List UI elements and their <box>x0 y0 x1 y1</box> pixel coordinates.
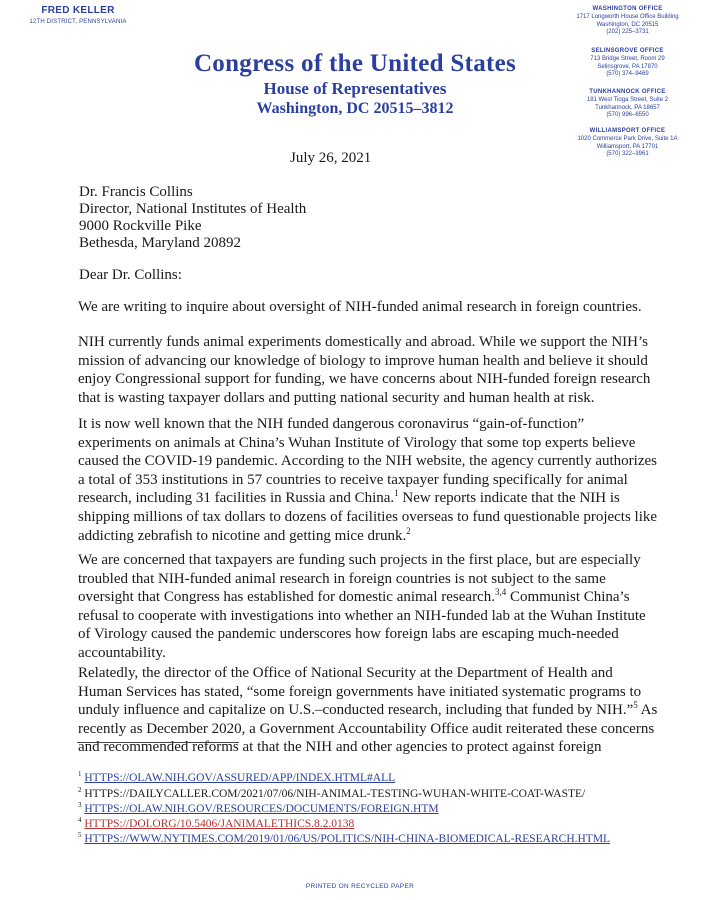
paragraph-3 <box>78 415 658 545</box>
office-address-line: 1020 Commerce Park Drive, Suite 1A <box>577 135 678 142</box>
office-address-line: Selinsgrove, PA 17870 <box>597 63 658 70</box>
paragraph-text: New reports indicate that the NIH is shipping millions of tax dollars to dozens of facilities overseas to fund questionable projects like addicting zebrafish to nicotine and getting mice drunk. <box>78 490 658 544</box>
office-block-tunkhannock <box>545 89 710 120</box>
salutation: Dear Dr. Collins: <box>79 267 182 283</box>
footnote-3 <box>78 802 439 816</box>
footnote-number: 4 <box>78 816 82 825</box>
footnote-divider <box>77 742 239 743</box>
letterhead-title: Congress of the United States <box>193 50 517 77</box>
recycled-paper-note: PRINTED ON RECYCLED PAPER <box>305 883 415 890</box>
footnote-ref[interactable]: 2 <box>406 525 411 536</box>
paragraph-text: Relatedly, the director of the Office of National Security at the Department of Health and Human Services has stated, “some foreign governments have initiated systematic programs to unduly influence and capitalize on U.S.–conducted research, including that funded by NIH.” <box>78 665 642 719</box>
letterhead-house: House of Representatives <box>263 79 447 98</box>
office-name: TUNKHANNOCK OFFICE <box>589 89 666 95</box>
footnote-1 <box>78 771 395 785</box>
office-address-line: 181 West Tioga Street, Suite 2 <box>586 96 669 103</box>
footnote-link[interactable]: HTTPS://OLAW.NIH.GOV/ASSURED/APP/INDEX.HTML#ALL <box>84 772 396 784</box>
footnote-ref[interactable]: 3,4 <box>494 587 507 598</box>
recipient-title: Director, National Institutes of Health <box>79 201 307 217</box>
member-district: 12TH DISTRICT, PENNSYLVANIA <box>29 19 127 25</box>
footnote-ref[interactable]: 1 <box>394 488 399 499</box>
letter-date: July 26, 2021 <box>290 150 372 166</box>
paragraph-5 <box>78 664 658 757</box>
office-phone: (570) 322–3961 <box>606 151 649 158</box>
paragraph-text: As recently as December 2020, a Government Accountability Office audit reiterated these concerns and recommended reforms at that the NIH and other agencies to protect against foreign <box>78 702 658 756</box>
office-block-washington <box>545 6 710 37</box>
footnote-number: 1 <box>78 770 82 779</box>
office-phone: (570) 996–6550 <box>606 112 649 119</box>
office-address-line: Washington, DC 20515 <box>596 21 659 28</box>
paragraph-2: NIH currently funds animal experiments domestically and abroad. While we support the NIH’s mission of advancing our knowledge of biology to improve human health and believe it should enjoy Congressional support for funding, we have concerns about NIH-funded foreign research that is wasting taxpayer dollars and putting national security and human health at risk. <box>78 334 651 406</box>
footnote-link[interactable]: HTTPS://DOI.ORG/10.5406/JANIMALETHICS.8.2.0138 <box>84 818 355 830</box>
footnote-number: 5 <box>78 831 82 840</box>
paragraph-text: It is now well known that the NIH funded dangerous coronavirus “gain-of-function” experiments on animals at China’s Wuhan Institute of Virology that some top experts believe caused the COVID-19 pandemic. According to the NIH website, the agency currently authorizes a total of 353 institutions in 57 countries to receive taxpayer funding specifically for animal research, including 31 facilities in Russia and China. <box>78 416 657 507</box>
footnote-number: 2 <box>78 786 82 795</box>
footnote-4 <box>78 817 354 831</box>
recipient-city: Bethesda, Maryland 20892 <box>79 235 242 251</box>
footnote-link[interactable]: HTTPS://OLAW.NIH.GOV/RESOURCES/DOCUMENTS/FOREIGN.HTM <box>84 803 439 815</box>
office-block-selinsgrove <box>545 48 710 79</box>
office-address-line: Tunkhannock, PA 18657 <box>595 104 660 111</box>
footnote-ref[interactable]: 5 <box>633 700 638 711</box>
paragraph-4 <box>78 551 658 663</box>
office-address-line: 713 Bridge Street, Room 29 <box>590 55 665 62</box>
paragraph-text: We are concerned that taxpayers are funding such projects in the first place, but are especially troubled that NIH-funded animal research in foreign countries is not subject to the same oversight that Congress has established for domestic animal research. <box>78 552 641 606</box>
office-phone: (570) 374–9469 <box>606 71 649 78</box>
member-name: FRED KELLER <box>41 5 115 16</box>
footnote-5 <box>78 832 610 846</box>
office-phone: (202) 225–3731 <box>606 29 649 36</box>
footnote-2 <box>78 787 585 801</box>
recipient-street: 9000 Rockville Pike <box>79 218 202 234</box>
office-block-williamsport <box>545 128 710 159</box>
office-address-line: Williamsport, PA 17701 <box>596 143 659 150</box>
footnote-link[interactable]: HTTPS://WWW.NYTIMES.COM/2019/01/06/US/POLITICS/NIH-CHINA-BIOMEDICAL-RESEARCH.HTML <box>84 833 611 845</box>
paragraph-1: We are writing to inquire about oversight of NIH-funded animal research in foreign countries. <box>78 299 642 315</box>
office-name: SELINSGROVE OFFICE <box>591 48 664 54</box>
office-name: WASHINGTON OFFICE <box>592 6 663 12</box>
footnote-text: HTTPS://DAILYCALLER.COM/2021/07/06/NIH-ANIMAL-TESTING-WUHAN-WHITE-COAT-WASTE/ <box>84 788 586 800</box>
office-address-line: 1717 Longworth House Office Building <box>576 13 679 20</box>
recipient-name: Dr. Francis Collins <box>79 184 193 200</box>
paragraph-text: Communist China’s refusal to cooperate with investigations into whether an NIH-funded lab at the Wuhan Institute of Virology caused the pandemic underscores how foreign labs are escaping much-needed accountability. <box>78 589 646 661</box>
footnote-number: 3 <box>78 801 82 810</box>
letterhead-city: Washington, DC 20515–3812 <box>256 100 454 117</box>
office-name: WILLIAMSPORT OFFICE <box>589 128 666 134</box>
